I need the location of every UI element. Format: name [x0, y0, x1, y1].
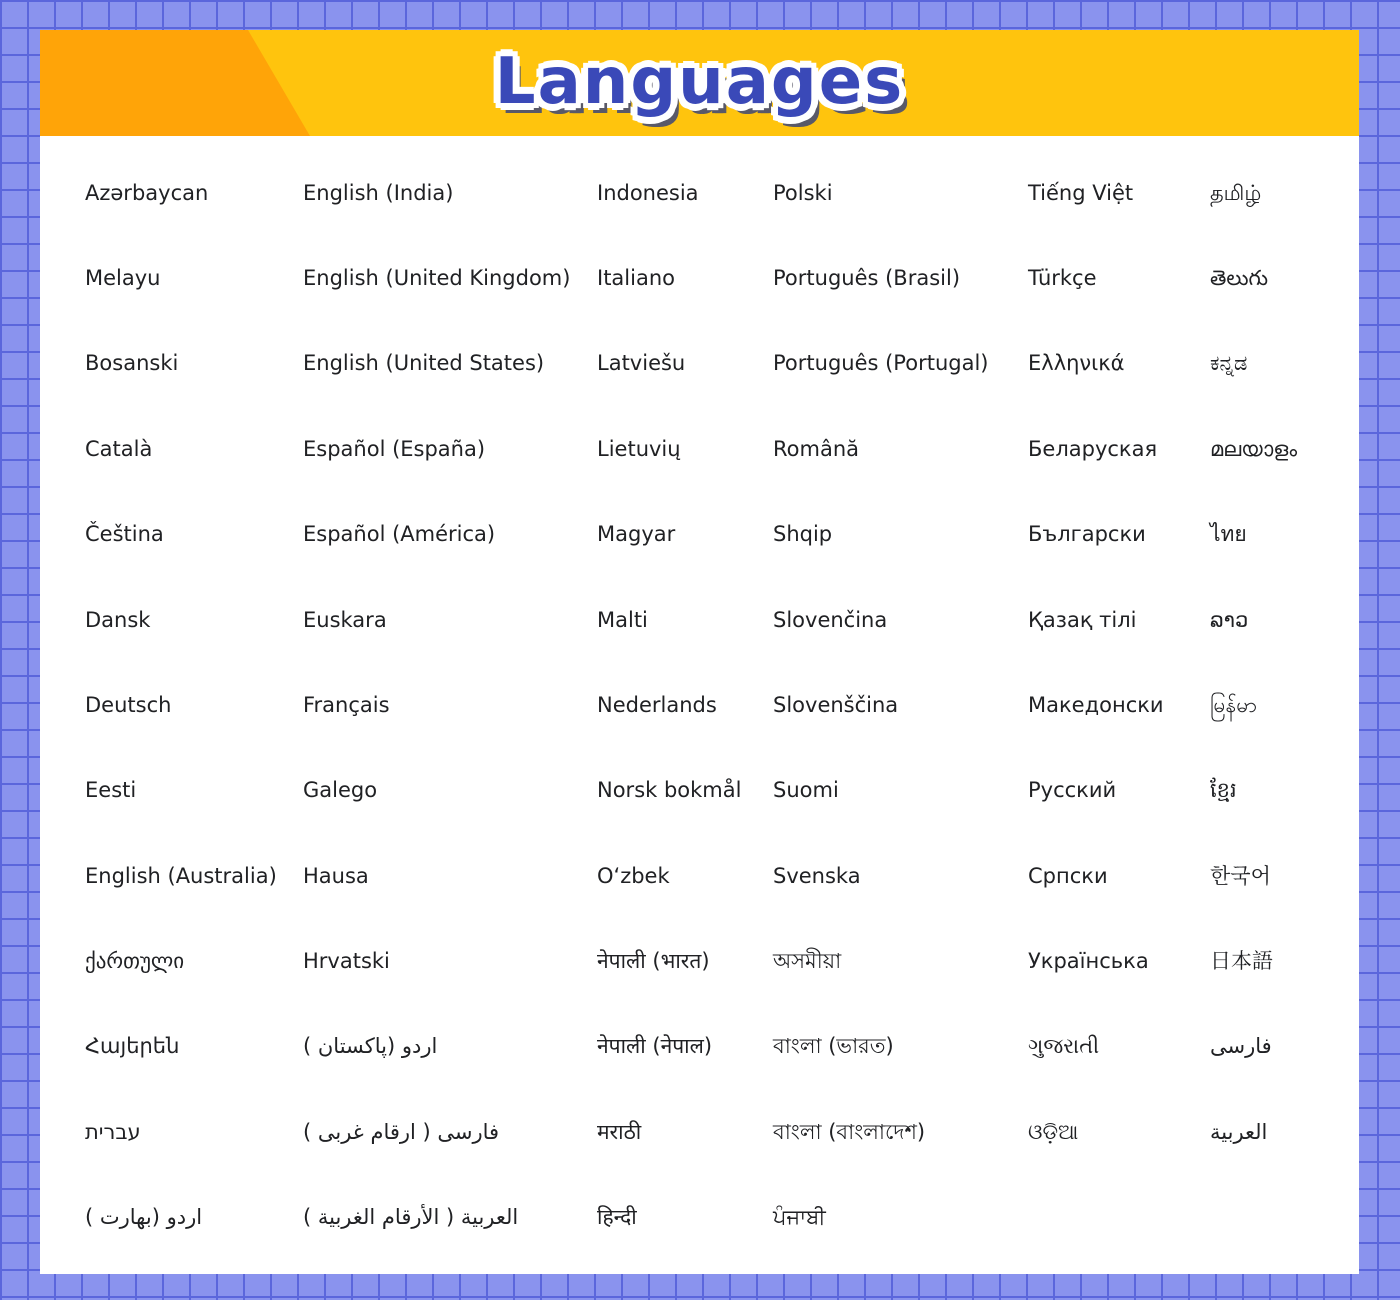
- language-cell: [85, 833, 303, 918]
- language-option[interactable]: Română: [773, 436, 859, 461]
- language-option[interactable]: Oʻzbek: [597, 863, 670, 888]
- language-cell: [85, 662, 303, 747]
- language-option[interactable]: Magyar: [597, 522, 676, 547]
- language-option[interactable]: Български: [1028, 522, 1146, 547]
- language-option[interactable]: English (India): [303, 180, 454, 205]
- language-cell: [1028, 321, 1210, 406]
- language-cell: [1210, 1004, 1358, 1089]
- language-cell: [85, 748, 303, 833]
- language-option[interactable]: עברית: [85, 1119, 141, 1144]
- language-option[interactable]: English (Australia): [85, 863, 277, 888]
- language-option[interactable]: English (United States): [303, 351, 545, 376]
- language-cell: [1028, 919, 1210, 1004]
- language-option[interactable]: ქართული: [85, 949, 185, 974]
- language-option[interactable]: ગુજરાતી: [1028, 1034, 1100, 1059]
- language-option[interactable]: Українська: [1028, 949, 1149, 974]
- language-cell: [773, 1175, 1028, 1260]
- language-cell: [85, 577, 303, 662]
- language-option[interactable]: Slovenčina: [773, 607, 888, 632]
- language-option[interactable]: Tiếng Việt: [1028, 180, 1134, 205]
- language-cell: [303, 748, 597, 833]
- language-cell: [773, 833, 1028, 918]
- language-cell: [303, 406, 597, 491]
- language-cell: [85, 492, 303, 577]
- language-cell: [1210, 492, 1358, 577]
- language-option[interactable]: فارسی ( ارقام غربی ): [303, 1119, 500, 1144]
- language-cell: [85, 235, 303, 320]
- language-option[interactable]: Indonesia: [597, 180, 699, 205]
- language-grid: [40, 136, 1359, 1260]
- language-option[interactable]: Italiano: [597, 265, 675, 290]
- language-cell: [1210, 235, 1358, 320]
- language-column: [85, 150, 303, 1260]
- language-option[interactable]: Shqip: [773, 522, 833, 547]
- language-option[interactable]: Català: [85, 436, 153, 461]
- language-option[interactable]: ਪੰਜਾਬੀ: [773, 1205, 826, 1230]
- language-column: [773, 150, 1028, 1260]
- language-cell: [773, 748, 1028, 833]
- language-cell: [85, 406, 303, 491]
- language-option[interactable]: Čeština: [85, 522, 164, 547]
- language-cell: [303, 1089, 597, 1174]
- language-cell: [303, 321, 597, 406]
- language-option[interactable]: Hrvatski: [303, 949, 390, 974]
- language-cell: [597, 1175, 773, 1260]
- language-cell: [85, 150, 303, 235]
- language-cell: [773, 235, 1028, 320]
- language-option[interactable]: Português (Brasil): [773, 265, 961, 290]
- language-cell: [597, 748, 773, 833]
- language-cell: [597, 150, 773, 235]
- language-cell: [303, 1175, 597, 1260]
- language-cell: [1028, 492, 1210, 577]
- language-option[interactable]: Nederlands: [597, 692, 717, 717]
- language-cell: [773, 321, 1028, 406]
- language-option[interactable]: Português (Portugal): [773, 351, 989, 376]
- language-option[interactable]: Deutsch: [85, 692, 172, 717]
- header-accent-shape: [40, 30, 352, 136]
- language-option[interactable]: မြန်မာ: [1210, 692, 1258, 717]
- language-cell: [1210, 919, 1358, 1004]
- language-option[interactable]: Latviešu: [597, 351, 686, 376]
- header-banner: [40, 30, 1359, 136]
- language-cell: [1028, 406, 1210, 491]
- language-cell: [1210, 833, 1358, 918]
- language-option[interactable]: ไทย: [1210, 522, 1247, 547]
- language-cell: [303, 235, 597, 320]
- language-option[interactable]: Français: [303, 692, 390, 717]
- language-option[interactable]: অসমীয়া: [773, 949, 842, 974]
- language-cell: [773, 406, 1028, 491]
- language-cell: [303, 577, 597, 662]
- language-cell: [1028, 662, 1210, 747]
- language-cell: [597, 577, 773, 662]
- language-option[interactable]: Ελληνικά: [1028, 351, 1125, 376]
- language-option[interactable]: Slovenščina: [773, 692, 899, 717]
- language-option[interactable]: Norsk bokmål: [597, 778, 742, 803]
- language-cell: [597, 1089, 773, 1174]
- language-cell: [597, 919, 773, 1004]
- language-option[interactable]: मराठी: [597, 1119, 642, 1144]
- language-option[interactable]: ಕನ್ನಡ: [1210, 351, 1248, 376]
- language-option[interactable]: Eesti: [85, 778, 137, 803]
- language-option[interactable]: Polski: [773, 180, 833, 205]
- language-cell: [773, 150, 1028, 235]
- language-option[interactable]: العربية ( الأرقام الغربية ): [303, 1205, 519, 1230]
- language-cell: [85, 1004, 303, 1089]
- language-cell: [1028, 150, 1210, 235]
- language-cell: [85, 1089, 303, 1174]
- language-option[interactable]: Euskara: [303, 607, 387, 632]
- language-cell: [597, 1004, 773, 1089]
- language-column: [1028, 150, 1210, 1260]
- language-option[interactable]: Bosanski: [85, 351, 179, 376]
- language-option[interactable]: العربية: [1210, 1119, 1268, 1144]
- language-option[interactable]: English (United Kingdom): [303, 265, 571, 290]
- language-option[interactable]: Қазақ тілі: [1028, 607, 1137, 632]
- language-option[interactable]: नेपाली (नेपाल): [597, 1034, 713, 1059]
- language-option[interactable]: বাংলা (বাংলাদেশ): [773, 1119, 926, 1144]
- language-cell: [1028, 833, 1210, 918]
- language-cell: [1210, 662, 1358, 747]
- language-option[interactable]: Español (América): [303, 522, 496, 547]
- language-cell: [1028, 1089, 1210, 1174]
- language-cell: [773, 919, 1028, 1004]
- language-option[interactable]: Malti: [597, 607, 648, 632]
- language-cell: [1028, 235, 1210, 320]
- language-cell: [1210, 321, 1358, 406]
- language-cell: [773, 1089, 1028, 1174]
- language-cell: [1028, 1004, 1210, 1089]
- language-option[interactable]: اردو (پاکستان ): [303, 1034, 438, 1059]
- language-option[interactable]: Русский: [1028, 778, 1117, 803]
- language-option[interactable]: Հայերեն: [85, 1034, 180, 1059]
- language-cell: [303, 150, 597, 235]
- language-option[interactable]: ລາວ: [1210, 607, 1249, 632]
- language-option[interactable]: नेपाली (भारत): [597, 949, 710, 974]
- language-option[interactable]: Suomi: [773, 778, 839, 803]
- language-cell: [1210, 406, 1358, 491]
- language-column: [303, 150, 597, 1260]
- language-option[interactable]: Lietuvių: [597, 436, 681, 461]
- language-cell: [773, 492, 1028, 577]
- language-cell: [85, 919, 303, 1004]
- language-cell: [303, 662, 597, 747]
- language-option[interactable]: Español (España): [303, 436, 486, 461]
- language-option[interactable]: हिन्दी: [597, 1205, 637, 1230]
- language-option[interactable]: Melayu: [85, 265, 161, 290]
- language-option[interactable]: اردو (بهارت ): [85, 1205, 203, 1230]
- language-column: [1210, 150, 1358, 1260]
- language-cell: [303, 919, 597, 1004]
- language-option[interactable]: Svenska: [773, 863, 861, 888]
- language-option[interactable]: മലയാളം: [1210, 436, 1298, 461]
- language-option[interactable]: Dansk: [85, 607, 151, 632]
- language-cell: [597, 406, 773, 491]
- language-cell: [1210, 150, 1358, 235]
- language-option[interactable]: Hausa: [303, 863, 369, 888]
- language-cell: [1028, 577, 1210, 662]
- language-cell: [85, 1175, 303, 1260]
- language-option[interactable]: فارسی: [1210, 1034, 1272, 1059]
- language-cell: [773, 577, 1028, 662]
- language-option[interactable]: Српски: [1028, 863, 1108, 888]
- language-cell: [597, 492, 773, 577]
- language-option[interactable]: Беларуская: [1028, 436, 1158, 461]
- language-option[interactable]: Türkçe: [1028, 265, 1097, 290]
- language-cell: [303, 492, 597, 577]
- language-option[interactable]: తెలుగు: [1210, 265, 1269, 290]
- language-option[interactable]: বাংলা (ভারত): [773, 1034, 894, 1059]
- language-option[interactable]: 日本語: [1210, 949, 1273, 974]
- language-option[interactable]: 한국어: [1210, 863, 1271, 888]
- language-option[interactable]: தமிழ்: [1210, 180, 1262, 205]
- language-cell: [303, 833, 597, 918]
- language-cell: [85, 321, 303, 406]
- language-cell: [597, 321, 773, 406]
- language-cell: [1028, 748, 1210, 833]
- language-cell: [773, 1004, 1028, 1089]
- language-option[interactable]: Македонски: [1028, 692, 1164, 717]
- language-cell: [597, 235, 773, 320]
- language-cell: [303, 1004, 597, 1089]
- language-option[interactable]: Galego: [303, 778, 378, 803]
- language-cell: [1210, 1089, 1358, 1174]
- language-cell: [597, 662, 773, 747]
- language-cell: [773, 662, 1028, 747]
- language-option[interactable]: Azərbaycan: [85, 180, 209, 205]
- language-cell: [1210, 748, 1358, 833]
- languages-card: [40, 30, 1359, 1274]
- page-title: Languages: [494, 45, 905, 119]
- language-option[interactable]: ខ្មែរ: [1210, 778, 1237, 803]
- language-cell: [597, 833, 773, 918]
- language-option[interactable]: ଓଡ଼ିଆ: [1028, 1119, 1079, 1144]
- language-column: [597, 150, 773, 1260]
- language-cell: [1210, 577, 1358, 662]
